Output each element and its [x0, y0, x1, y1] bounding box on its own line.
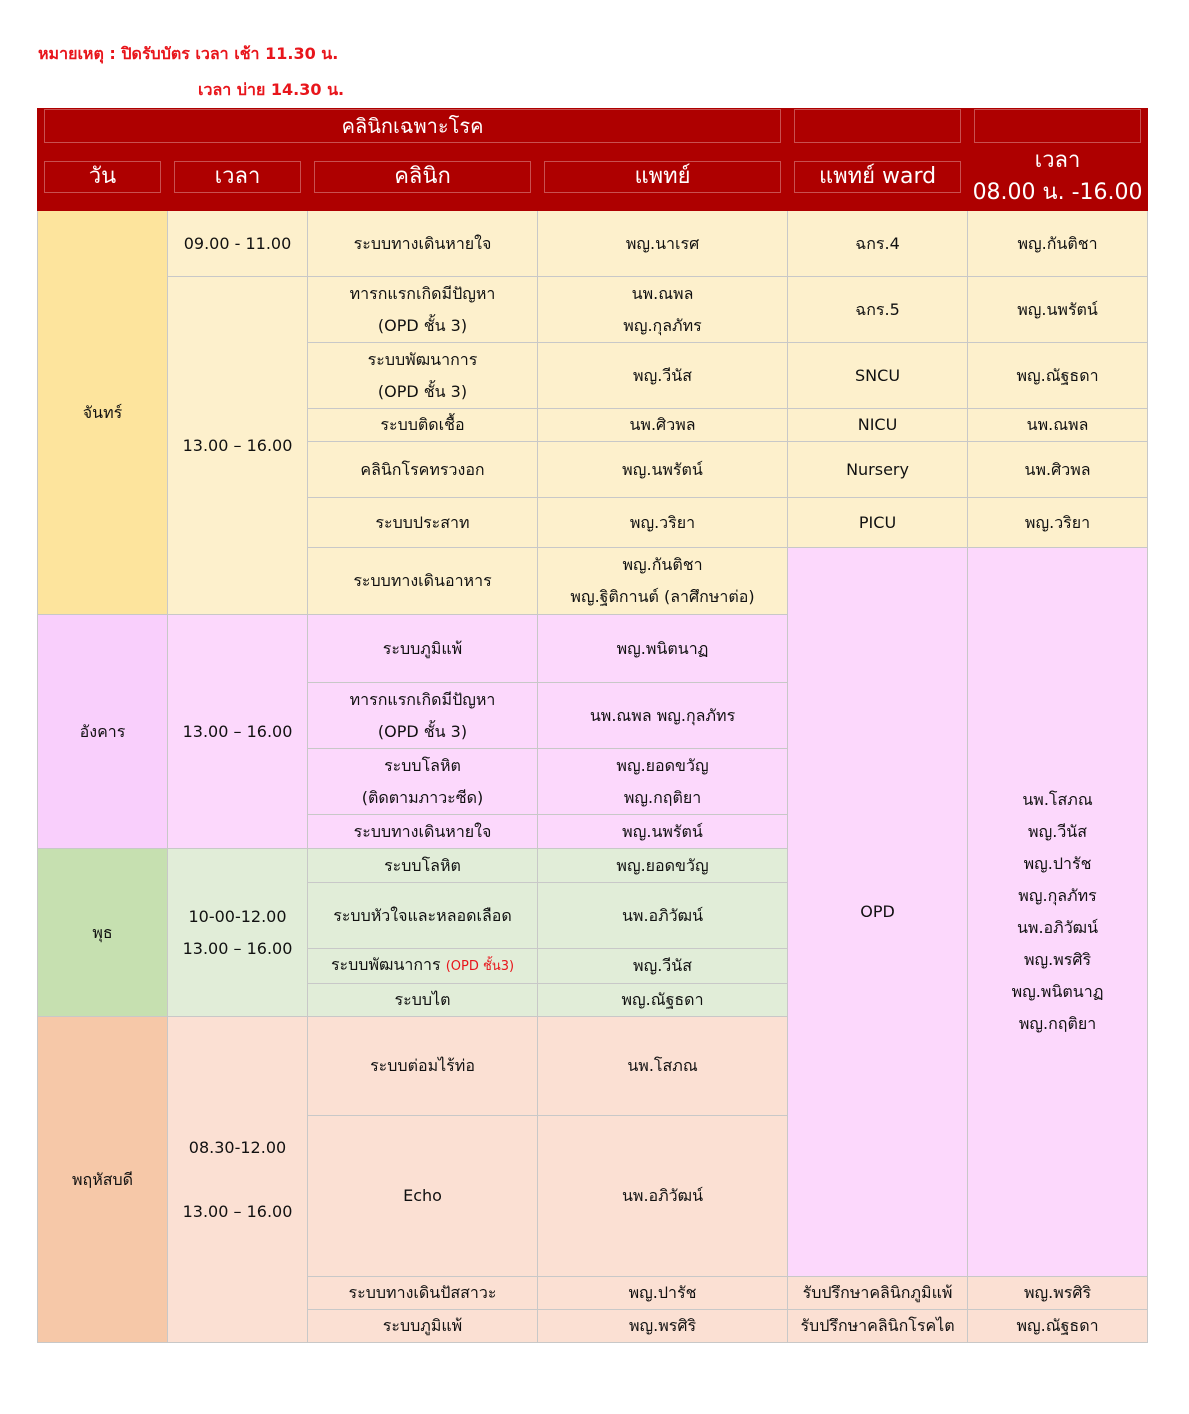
ward-cell: PICU [788, 498, 968, 548]
time-cell: 13.00 – 16.00 [168, 277, 308, 615]
header-row-columns [38, 144, 1148, 211]
ward-doctor-cell: พญ.นพรัตน์ [968, 277, 1148, 343]
opd-doctors-cell: นพ.โสภณ พญ.วีนัส พญ.ปารัช พญ.กุลภัทร นพ.อภิวัฒน์ พญ.พรศิริ พญ.พนิตนาฏ พญ.กฤติยา [968, 548, 1148, 1277]
clinic-schedule-table [37, 108, 1148, 1343]
time-cell: 10-00-12.00 13.00 – 16.00 [168, 849, 308, 1017]
time-cell: 09.00 - 11.00 [168, 211, 308, 277]
doctor-cell: พญ.วริยา [538, 498, 788, 548]
doctor-cell: พญ.นพรัตน์ [538, 442, 788, 498]
clinic-cell: ทารกแรกเกิดมีปัญหา (OPD ชั้น 3) [308, 277, 538, 343]
ward-cell: Nursery [788, 442, 968, 498]
ward-doctor-cell: พญ.กันติชา [968, 211, 1148, 277]
header-clinic: คลินิก [308, 144, 538, 211]
clinic-cell: ระบบทางเดินหายใจ [308, 815, 538, 849]
ward-cell: รับปรึกษาคลินิกโรคไต [788, 1310, 968, 1343]
day-monday: จันทร์ [38, 211, 168, 615]
ward-doctor-cell: พญ.พรศิริ [968, 1277, 1148, 1310]
header-blank-2 [968, 109, 1148, 144]
ward-cell: NICU [788, 409, 968, 442]
clinic-cell: ระบบประสาท [308, 498, 538, 548]
ward-cell: รับปรึกษาคลินิกภูมิแพ้ [788, 1277, 968, 1310]
table-row [38, 211, 1148, 277]
header-day: วัน [38, 144, 168, 211]
header-blank-1 [788, 109, 968, 144]
header-ward-doctor: แพทย์ ward [788, 144, 968, 211]
clinic-cell: ระบบภูมิแพ้ [308, 1310, 538, 1343]
ward-doctor-cell: พญ.วริยา [968, 498, 1148, 548]
doctor-cell: พญ.ยอดขวัญ [538, 849, 788, 883]
doctor-cell: พญ.ณัฐธดา [538, 984, 788, 1017]
clinic-cell: ระบบภูมิแพ้ [308, 615, 538, 683]
table-row [38, 277, 1148, 343]
clinic-cell: ทารกแรกเกิดมีปัญหา (OPD ชั้น 3) [308, 683, 538, 749]
doctor-cell: พญ.วีนัส [538, 949, 788, 984]
doctor-cell: นพ.อภิวัฒน์ [538, 883, 788, 949]
doctor-cell: พญ.นาเรศ [538, 211, 788, 277]
ward-doctor-cell: พญ.ณัฐธดา [968, 343, 1148, 409]
note-closing-morning: หมายเหตุ : ปิดรับบัตร เวลา เช้า 11.30 น. [38, 44, 339, 63]
time-cell: 08.30-12.00 13.00 – 16.00 [168, 1017, 308, 1343]
clinic-cell: ระบบพัฒนาการ (OPD ชั้น3) [308, 949, 538, 984]
day-thursday: พฤหัสบดี [38, 1017, 168, 1343]
day-tuesday: อังคาร [38, 615, 168, 849]
header-row-title [38, 109, 1148, 144]
table-title: คลินิกเฉพาะโรค [38, 109, 788, 144]
doctor-cell: พญ.พนิตนาฏ [538, 615, 788, 683]
time-cell: 13.00 – 16.00 [168, 615, 308, 849]
clinic-cell: ระบบติดเชื้อ [308, 409, 538, 442]
clinic-cell: ระบบโลหิต (ติดตามภาวะซีด) [308, 749, 538, 815]
clinic-cell: ระบบพัฒนาการ (OPD ชั้น 3) [308, 343, 538, 409]
doctor-cell: พญ.ปารัช [538, 1277, 788, 1310]
clinic-cell: ระบบทางเดินอาหาร [308, 548, 538, 615]
doctor-cell: นพ.ศิวพล [538, 409, 788, 442]
ward-cell: SNCU [788, 343, 968, 409]
header-worktime: เวลา 08.00 น. -16.00 [968, 144, 1148, 211]
clinic-cell: ระบบทางเดินปัสสาวะ [308, 1277, 538, 1310]
opd-ward-cell: OPD [788, 548, 968, 1277]
doctor-cell: พญ.วีนัส [538, 343, 788, 409]
doctor-cell: พญ.นพรัตน์ [538, 815, 788, 849]
header-time: เวลา [168, 144, 308, 211]
clinic-cell: ระบบหัวใจและหลอดเลือด [308, 883, 538, 949]
header-doctor: แพทย์ [538, 144, 788, 211]
doctor-cell: นพ.โสภณ [538, 1017, 788, 1116]
clinic-cell: ระบบโลหิต [308, 849, 538, 883]
doctor-cell: พญ.กันติชา พญ.ฐิติกานต์ (ลาศึกษาต่อ) [538, 548, 788, 615]
ward-doctor-cell: นพ.ณพล [968, 409, 1148, 442]
ward-cell: ฉกร.4 [788, 211, 968, 277]
clinic-cell: คลินิกโรคทรวงอก [308, 442, 538, 498]
ward-doctor-cell: พญ.ณัฐธดา [968, 1310, 1148, 1343]
doctor-cell: นพ.อภิวัฒน์ [538, 1116, 788, 1277]
clinic-cell: ระบบต่อมไร้ท่อ [308, 1017, 538, 1116]
doctor-cell: นพ.ณพล พญ.กุลภัทร [538, 277, 788, 343]
note-closing-afternoon: เวลา บ่าย 14.30 น. [198, 80, 345, 99]
day-wednesday: พุธ [38, 849, 168, 1017]
doctor-cell: นพ.ณพล พญ.กุลภัทร [538, 683, 788, 749]
clinic-cell: Echo [308, 1116, 538, 1277]
ward-cell: ฉกร.5 [788, 277, 968, 343]
clinic-cell: ระบบทางเดินหายใจ [308, 211, 538, 277]
ward-doctor-cell: นพ.ศิวพล [968, 442, 1148, 498]
doctor-cell: พญ.พรศิริ [538, 1310, 788, 1343]
clinic-cell: ระบบไต [308, 984, 538, 1017]
doctor-cell: พญ.ยอดขวัญ พญ.กฤติยา [538, 749, 788, 815]
